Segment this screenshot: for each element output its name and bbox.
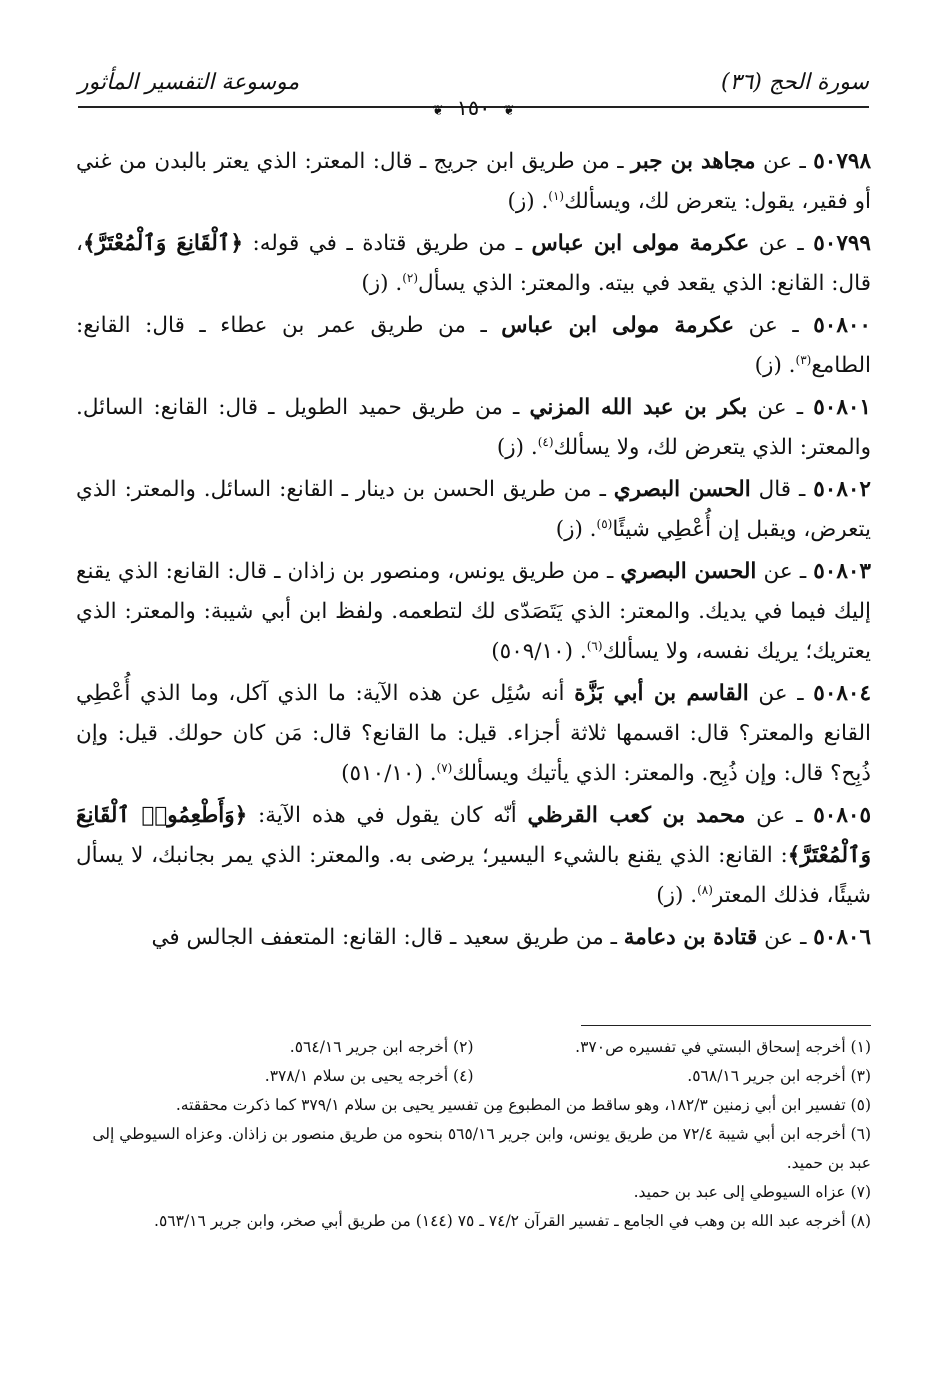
narrator-name: الحسن البصري (613, 477, 751, 502)
footnote-row (76, 1033, 871, 1062)
footnote-ref: (١) (548, 188, 565, 203)
entry-number: ٥٠٨٠١ (813, 395, 871, 420)
footnote-ref: (٥) (596, 516, 613, 531)
narration-entry (76, 306, 871, 386)
entry-number: ٥٠٨٠٠ (813, 313, 871, 338)
footnote-ref: (٧) (436, 760, 453, 775)
entry-prefix: ـ عن (757, 925, 807, 950)
entry-number: ٥٠٨٠٢ (813, 477, 871, 502)
narration-entry (76, 674, 871, 794)
narration-entry (76, 142, 871, 222)
entry-prefix: ـ عن (734, 313, 799, 338)
narration-entry (76, 388, 871, 468)
footnote-ref: (٦) (586, 638, 603, 653)
narrator-name: عكرمة مولى ابن عباس (531, 231, 750, 256)
narration-entry (76, 918, 871, 958)
entry-grade: . (ز) (754, 353, 796, 378)
entry-grade: . (ز) (555, 517, 597, 542)
book-title: موسوعة التفسير المأثور (78, 70, 300, 95)
quran-quote: ﴿ٱلْقَانِعَ وَٱلْمُعْتَرَّ﴾ (82, 231, 243, 256)
footnotes (76, 1033, 871, 1236)
narrator-name: قتادة بن دعامة (623, 925, 758, 950)
narrator-name: محمد بن كعب القرظي (527, 803, 746, 828)
quran-quote: ﴿وَأَطْعِمُوا۟ ٱلْقَانِعَ وَٱلْمُعْتَرَّ﴾ (76, 803, 871, 868)
narrator-name: القاسم بن أبي بَزَّة (574, 681, 749, 706)
entry-prefix: ـ عن (755, 149, 806, 174)
entry-number: ٥٠٨٠٥ (813, 803, 871, 828)
entry-number: ٥٠٨٠٤ (813, 681, 872, 706)
footnote: (٢) أخرجه ابن جرير ٥٦٤/١٦. (289, 1038, 474, 1056)
entry-grade: . (ز) (496, 435, 538, 460)
entry-prefix: ـ عن (747, 395, 804, 420)
footnote: (٤) أخرجه يحيى بن سلام ٣٧٨/١. (264, 1067, 474, 1085)
narrator-name: عكرمة مولى ابن عباس (501, 313, 735, 338)
narrator-name: مجاهد بن جبر (630, 149, 756, 174)
page-number-block (0, 96, 947, 120)
footnote-ref: (٢) (402, 270, 419, 285)
entry-grade: . (ز) (507, 189, 549, 214)
entry-text: ـ من طريق قتادة ـ في قوله: (243, 231, 532, 256)
entry-number: ٥٠٧٩٨ (813, 149, 871, 174)
entry-number: ٥٠٨٠٣ (813, 559, 871, 584)
entry-prefix: ـ عن (745, 803, 803, 828)
narration-entry (76, 470, 871, 550)
entry-text: ـ من طريق الحسن بن دينار ـ القانع: السائل. والمعتر: الذي يتعرض، ويقبل إن أُعْطِي شيئًا (76, 477, 871, 542)
narrator-name: بكر بن عبد الله المزني (529, 395, 748, 420)
entry-grade: . (٥٠٩/١٠) (491, 639, 587, 664)
body-text (76, 142, 871, 960)
entry-grade: . (ز) (656, 883, 698, 908)
surah-title: سورة الحج (٣٦) (721, 70, 869, 95)
entry-number: ٥٠٧٩٩ (813, 231, 871, 256)
page-number: ١٥٠ (456, 96, 491, 120)
entry-text: ـ من طريق ابن جريج ـ قال: المعتر: الذي يعتر بالبدن من غني أو فقير، يقول: يتعرض لك، ويسألك (76, 149, 871, 214)
footnote-ref: (٣) (795, 352, 812, 367)
footnote-rule (581, 1025, 871, 1026)
entry-prefix: ـ قال (750, 477, 806, 502)
narration-entry (76, 552, 871, 672)
footnote-ref: (٨) (697, 882, 713, 897)
entry-prefix: ـ عن (749, 231, 804, 256)
entry-text: ـ من طريق حميد الطويل ـ قال: القانع: السائل. والمعتر: الذي يتعرض لك، ولا يسألك (76, 395, 871, 460)
footnote-ref: (٤) (537, 434, 554, 449)
entry-number: ٥٠٨٠٦ (813, 925, 871, 950)
narration-entry (76, 796, 871, 916)
entry-prefix: ـ عن (748, 681, 804, 706)
footnote: (٨) أخرجه عبد الله بن وهب في الجامع ـ تفسير القرآن ٧٤/٢ ـ ٧٥ (١٤٤) من طريق أبي صخر، وابن جرير ٥٦٣/١٦. (154, 1212, 871, 1230)
footnote: (١) أخرجه إسحاق البستي في تفسيره ص٣٧٠. (575, 1038, 871, 1056)
narration-entry (76, 224, 871, 304)
entry-text: ، قال: القانع: الذي يقعد في بيته. والمعتر: الذي يسأل (76, 231, 871, 296)
entry-prefix: ـ عن (756, 559, 807, 584)
entry-text: أنّه كان يقول في هذه الآية: (247, 803, 528, 828)
entry-text: أنه سُئِل عن هذه الآية: ما الذي آكل، وما الذي أُعْطِي القانع والمعتر؟ قال: اقسمها ثلاثة أجزاء. قيل: ما القانع؟ قال: مَن كان حولك. قيل: وإن ذُبِح؟ قال: وإن ذُبِح. والمعتر: الذي يأتيك ويسألك (76, 681, 871, 786)
entry-grade: . (٥١٠/١٠) (341, 761, 437, 786)
narrator-name: الحسن البصري (620, 559, 757, 584)
footnote-row (76, 1062, 871, 1091)
footnote: (٧) عزاه السيوطي إلى عبد بن حميد. (633, 1183, 871, 1201)
ornament-icon: ❦ (503, 103, 515, 119)
entry-grade: . (ز) (361, 271, 403, 296)
footnote: (٣) أخرجه ابن جرير ٥٦٨/١٦. (687, 1067, 871, 1085)
footnote: (٥) تفسير ابن أبي زمنين ١٨٢/٣، وهو ساقط من المطبوع مِن تفسير يحيى بن سلام ٣٧٩/١ كما ذكرت محققته. (175, 1096, 871, 1114)
entry-text: : القانع: الذي يقنع بالشيء اليسير؛ يرضى به. والمعتر: الذي يمر بجانبك، لا يسأل شيئًا، فذلك المعتر (76, 843, 871, 908)
ornament-icon: ❦ (432, 103, 444, 119)
entry-text: ـ من طريق عمر بن عطاء ـ قال: القانع: الطامع (76, 313, 871, 378)
footnote: (٦) أخرجه ابن أبي شيبة ٧٢/٤ من طريق يونس، وابن جرير ٥٦٥/١٦ بنحوه من طريق منصور بن زاذان. وعزاه السيوطي إلى عبد بن حميد. (92, 1125, 871, 1172)
entry-text: ـ من طريق سعيد ـ قال: القانع: المتعفف الجالس في (151, 925, 624, 950)
entry-text: ـ من طريق يونس، ومنصور بن زاذان ـ قال: القانع: الذي يقنع إليك فيما في يديك. والمعتر: الذي يَتَصَدّى لك لتطعمه. ولفظ ابن أبي شيبة: والمعتر: الذي يعتريك؛ يريك نفسه، ولا يسألك (76, 559, 871, 664)
